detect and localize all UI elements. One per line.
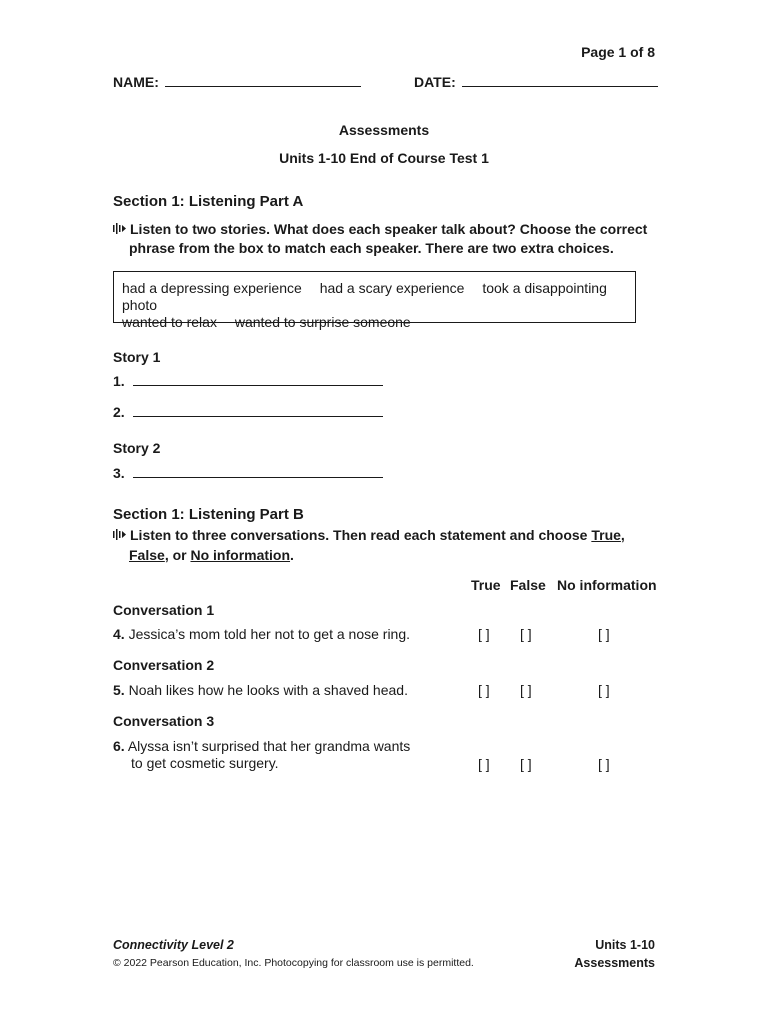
name-row [113,74,361,90]
conversation-1-label: Conversation 1 [113,602,215,618]
section-heading-part-b: Section 1: Listening Part B [113,506,304,523]
instruction-part-b-line-2 [129,547,294,563]
false-word: False [129,547,165,563]
audio-icon [113,528,127,541]
checkbox-false-5[interactable]: [ ] [520,682,532,698]
statement-text: Noah likes how he looks with a shaved head. [128,682,408,698]
checkbox-true-5[interactable]: [ ] [478,682,490,698]
word-box [113,271,636,330]
checkbox-false-6[interactable]: [ ] [520,756,532,772]
statement-5 [113,682,408,698]
instruction-or: , or [164,547,191,563]
title-line-2: Units 1-10 End of Course Test 1 [279,150,489,166]
instruction-part-b [113,527,625,543]
checkbox-true-4[interactable]: [ ] [478,626,490,642]
audio-icon [113,222,127,235]
question-number: 2. [113,404,125,420]
column-header-no-information: No information [557,577,657,593]
statement-text: Alyssa isn’t surprised that her grandma wants [127,738,411,754]
story-1-label: Story 1 [113,349,161,365]
answer-line-3[interactable] [133,477,383,478]
checkbox-no-information-6[interactable]: [ ] [598,756,610,772]
answer-line-2[interactable] [133,416,383,417]
instruction-part-a [113,221,647,237]
footer-copyright: © 2022 Pearson Education, Inc. Photocopying for classroom use is permitted. [113,957,474,969]
word-box-phrase: wanted to surprise someone [234,314,411,330]
word-box-phrase: had a depressing experience [122,280,302,296]
checkbox-true-6[interactable]: [ ] [478,756,490,772]
statement-text: Jessica’s mom told her not to get a nose ring. [128,626,411,642]
instruction-part-b-text: Listen to three conversations. Then read each statement and choose [130,527,592,543]
instruction-part-a-line-1: Listen to two stories. What does each speaker talk about? Choose the correct [130,221,648,237]
date-label: DATE: [414,74,456,90]
date-field[interactable] [462,86,658,87]
checkbox-no-information-4[interactable]: [ ] [598,626,610,642]
question-2 [113,404,383,420]
conversation-3-label: Conversation 3 [113,713,215,729]
true-word: True [591,527,621,543]
checkbox-no-information-5[interactable]: [ ] [598,682,610,698]
answer-line-1[interactable] [133,385,383,386]
statement-6 [113,738,410,754]
conversation-2-label: Conversation 2 [113,657,215,673]
story-2-label: Story 2 [113,440,161,456]
question-number: 6. [113,738,125,754]
column-header-false: False [510,577,546,593]
footer-units: Units 1-10 [595,938,655,952]
no-information-word: No information [190,547,291,563]
word-box-phrase: had a scary experience [319,280,465,296]
question-number: 4. [113,626,125,642]
title-line-1: Assessments [338,122,430,138]
word-box-row-1 [122,280,627,314]
page-number: Page 1 of 8 [581,44,655,60]
column-header-true: True [471,577,501,593]
date-row [414,74,658,90]
question-number: 3. [113,465,125,481]
name-field[interactable] [165,86,361,87]
instruction-comma: , [620,527,625,543]
name-label: NAME: [113,74,159,90]
question-3 [113,465,383,481]
footer-assessments: Assessments [574,956,655,970]
statement-6-line-2: to get cosmetic surgery. [131,755,279,771]
word-box-phrase: took a disappointing photo [122,280,607,313]
word-box-row-2 [122,314,627,331]
section-heading-part-a: Section 1: Listening Part A [113,193,304,210]
instruction-period: . [290,547,294,563]
word-box-phrase: wanted to relax [122,314,217,330]
instruction-part-a-line-2: phrase from the box to match each speaker. There are two extra choices. [129,240,614,256]
question-number: 5. [113,682,125,698]
footer-book-title: Connectivity Level 2 [113,938,234,952]
statement-4 [113,626,410,642]
question-1 [113,373,383,389]
checkbox-false-4[interactable]: [ ] [520,626,532,642]
question-number: 1. [113,373,125,389]
